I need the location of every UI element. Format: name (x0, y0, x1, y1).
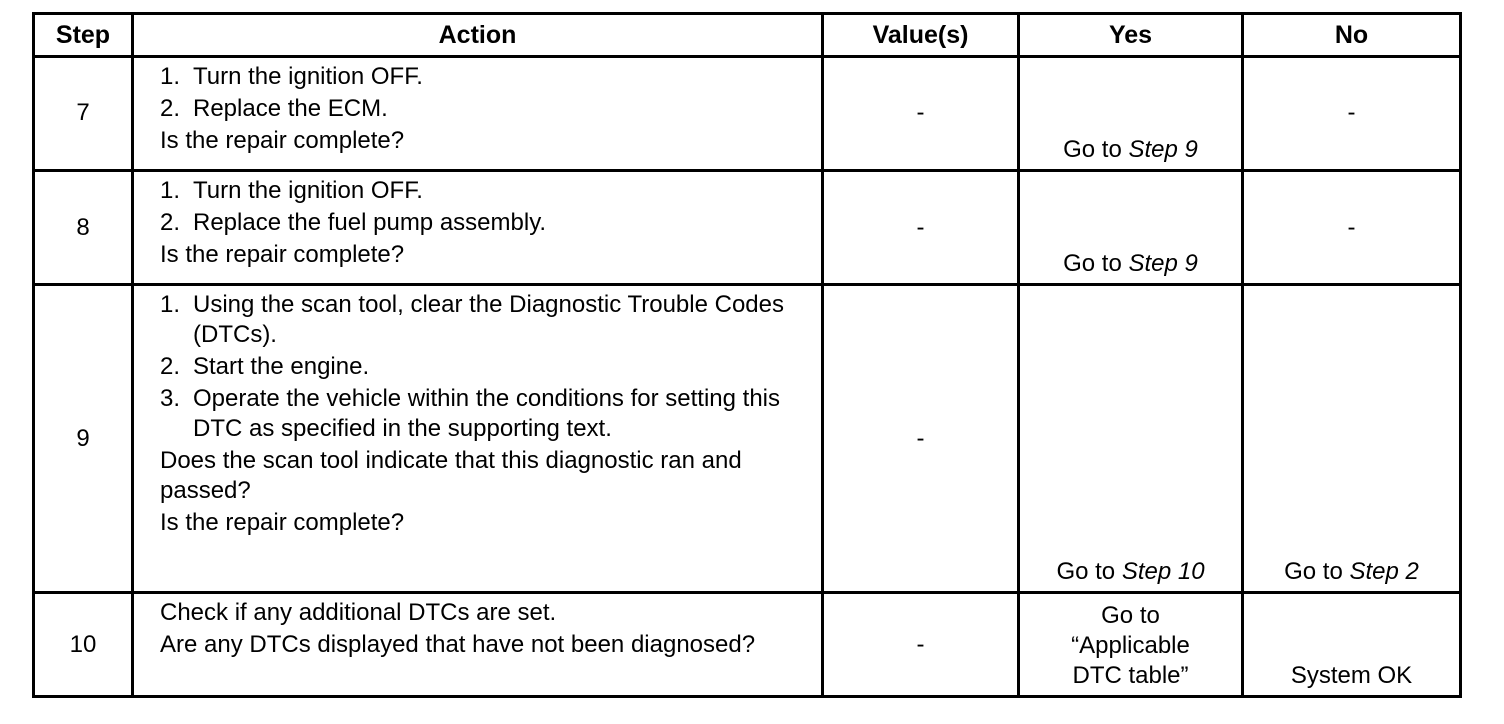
action-item-number: 1. (160, 291, 181, 319)
no-cell: - (1243, 57, 1461, 171)
table-row-step-10 (34, 593, 1461, 697)
action-question: Are any DTCs displayed that have not been diagnosed? (160, 631, 756, 659)
action-item-number: 1. (160, 176, 181, 204)
action-item (160, 206, 813, 238)
value-cell: - (823, 285, 1019, 593)
step-number: 10 (34, 593, 133, 697)
action-cell (133, 57, 823, 171)
action-item-text: Turn the ignition OFF. (193, 63, 423, 90)
no-step-ref: Step 2 (1349, 558, 1419, 586)
action-item (160, 62, 813, 92)
no-cell: - (1243, 170, 1461, 285)
action-question: Is the repair complete? (160, 509, 405, 537)
action-item-text: Operate the vehicle within the conditions for setting this DTC as specified in the supporting text. (193, 385, 780, 443)
action-item (160, 290, 813, 350)
header-action: Action (133, 14, 823, 57)
value-cell: - (823, 57, 1019, 171)
yes-cell (1019, 170, 1243, 285)
action-item-text: Start the engine. (193, 353, 370, 381)
action-question: Does the scan tool indicate that this diagnostic ran and passed? (160, 447, 742, 505)
table-row-step-8 (34, 170, 1461, 285)
yes-cell (1019, 285, 1243, 593)
action-question: Is the repair complete? (160, 127, 405, 154)
action-item-text: Turn the ignition OFF. (193, 176, 423, 204)
action-item-number: 1. (160, 63, 181, 90)
action-item (160, 176, 813, 206)
yes-step-ref: Step 9 (1128, 135, 1198, 163)
step-number: 7 (34, 57, 133, 171)
table-row-step-9 (34, 285, 1461, 593)
action-cell (133, 593, 823, 697)
action-item (160, 92, 813, 124)
yes-line: DTC table” (1072, 662, 1189, 689)
header-step: Step (34, 14, 133, 57)
action-item-number: 3. (160, 385, 181, 413)
yes-cell (1019, 57, 1243, 171)
header-no: No (1243, 14, 1461, 57)
yes-line: “Applicable (1071, 632, 1190, 659)
yes-prefix: Go to (1063, 250, 1129, 278)
table-row-step-7 (34, 57, 1461, 171)
yes-prefix: Go to (1056, 558, 1122, 586)
action-item-number: 2. (160, 95, 181, 122)
header-values: Value(s) (823, 14, 1019, 57)
action-item-text: Replace the fuel pump assembly. (193, 208, 547, 236)
yes-line: Go to (1101, 602, 1160, 629)
step-number: 9 (34, 285, 133, 593)
yes-cell (1019, 593, 1243, 697)
header-yes: Yes (1019, 14, 1243, 57)
action-item-text: Using the scan tool, clear the Diagnostic Trouble Codes (DTCs). (193, 291, 784, 349)
value-cell: - (823, 593, 1019, 697)
header-row (34, 14, 1461, 57)
diagnostic-table (32, 12, 1462, 698)
action-item-text: Replace the ECM. (193, 95, 388, 122)
no-prefix: Go to (1284, 558, 1350, 586)
action-cell (133, 285, 823, 593)
action-question: Check if any additional DTCs are set. (160, 599, 557, 627)
action-item (160, 382, 813, 444)
action-item-number: 2. (160, 208, 181, 236)
action-item-number: 2. (160, 353, 181, 381)
yes-step-ref: Step 9 (1128, 250, 1198, 278)
value-cell: - (823, 170, 1019, 285)
no-cell: System OK (1243, 593, 1461, 697)
yes-step-ref: Step 10 (1121, 558, 1205, 586)
action-item (160, 350, 813, 382)
yes-prefix: Go to (1063, 135, 1129, 163)
action-question: Is the repair complete? (160, 240, 405, 268)
action-cell (133, 170, 823, 285)
step-number: 8 (34, 170, 133, 285)
no-cell (1243, 285, 1461, 593)
